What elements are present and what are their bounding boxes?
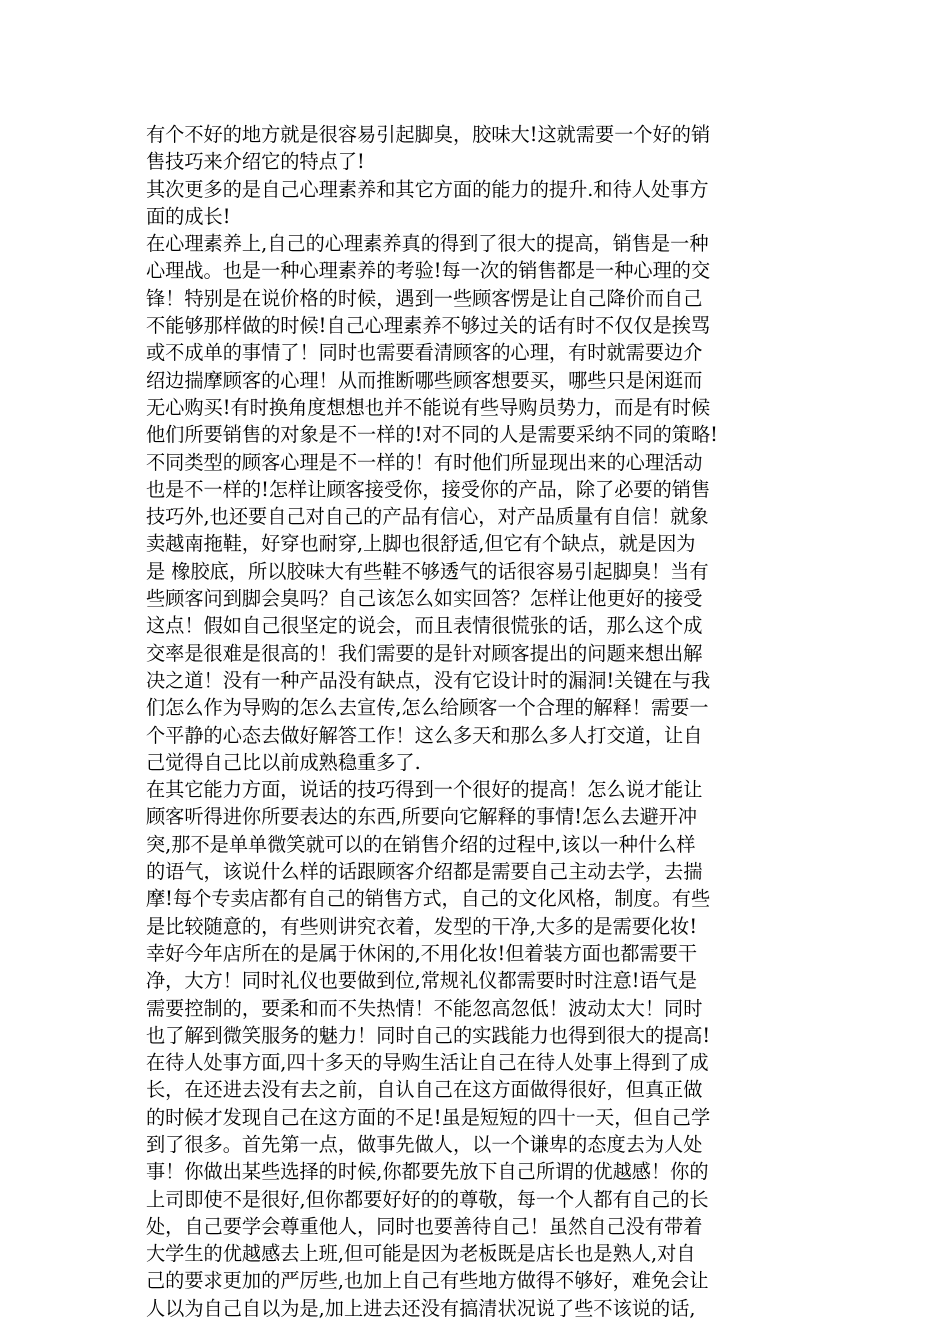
text-line: 售技巧来介绍它的特点了! [146,150,365,174]
text-line: 不能够那样做的时候!自己心理素养不够过关的话有时不仅仅是挨骂 [146,314,711,338]
text-line: 的语气，该说什么样的话跟顾客介绍都是需要自己主动去学，去揣 [146,860,703,884]
text-line: 们怎么作为导购的怎么去宣传,怎么给顾客一个合理的解释！需要一 [146,696,709,720]
text-line: 幸好今年店所在的是属于休闲的,不用化妆!但着装方面也都需要干 [146,941,698,965]
text-line: 或不成单的事情了！同时也需要看清顾客的心理，有时就需要边介 [146,341,703,365]
text-line: 事！你做出某些选择的时候,你都要先放下自己所谓的优越感！你的 [146,1160,709,1184]
text-line: 也了解到微笑服务的魅力！同时自己的实践能力也得到很大的提高! [146,1023,711,1047]
text-line: 个平静的心态去做好解答工作！这么多天和那么多人打交道，让自 [146,723,703,747]
text-line: 人以为自己自以为是,加上进去还没有搞清状况说了些不该说的话, [146,1296,696,1320]
text-line: 技巧外,也还要自己对自己的产品有信心，对产品质量有自信！就象 [146,505,709,529]
text-line: 在待人处事方面,四十多天的导购生活让自己在待人处事上得到了成 [146,1051,709,1075]
text-line: 在心理素养上,自己的心理素养真的得到了很大的提高，销售是一种 [146,232,709,256]
text-line: 他们所要销售的对象是不一样的!对不同的人是需要采纳不同的策略! [146,423,718,447]
text-line: 大学生的优越感去上班,但可能是因为老板既是店长也是熟人,对自 [146,1242,696,1266]
text-line: 面的成长! [146,204,231,228]
text-line: 净，大方！同时礼仪也要做到位,常规礼仪都需要时时注意!语气是 [146,969,698,993]
text-line: 需要控制的，要柔和而不失热情！不能忽高忽低！波动太大！同时 [146,996,703,1020]
text-line: 交率是很难是很高的！我们需要的是针对顾客提出的问题来想出解 [146,641,703,665]
text-line: 心理战。也是一种心理素养的考验!每一次的销售都是一种心理的交 [146,259,711,283]
body-text [146,121,826,1322]
text-line: 处，自己要学会尊重他人，同时也要善待自己！虽然自己没有带着 [146,1214,703,1238]
text-line: 不同类型的顾客心理是不一样的！有时他们所显现出来的心理活动 [146,450,703,474]
text-line: 顾客听得进你所要表达的东西,所要向它解释的事情!怎么去避开冲 [146,805,698,829]
text-line: 己的要求更加的严厉些,也加上自己有些地方做得不够好，难免会让 [146,1269,709,1293]
text-line: 些顾客问到脚会臭吗？自己该怎么如实回答？怎样让他更好的接受 [146,587,703,611]
text-line: 无心购买!有时换角度想想也并不能说有些导购员势力，而是有时候 [146,395,711,419]
text-line: 其次更多的是自己心理素养和其它方面的能力的提升.和待人处事方 [146,177,709,201]
text-line: 这点！假如自己很坚定的说会，而且表情很慌张的话，那么这个成 [146,614,703,638]
text-line: 在其它能力方面，说话的技巧得到一个很好的提高！怎么说才能让 [146,778,703,802]
text-line: 是比较随意的，有些则讲究衣着，发型的干净,大多的是需要化妆! [146,914,698,938]
text-line: 锋！特别是在说价格的时候，遇到一些顾客愣是让自己降价而自己 [146,286,703,310]
text-line: 是 橡胶底，所以胶味大有些鞋不够透气的话很容易引起脚臭！当有 [146,559,709,583]
text-line: 己觉得自己比以前成熟稳重多了. [146,750,421,774]
text-line: 绍边揣摩顾客的心理！从而推断哪些顾客想要买，哪些只是闲逛而 [146,368,703,392]
text-line: 摩!每个专卖店都有自己的销售方式，自己的文化风格，制度。有些 [146,887,711,911]
text-line: 卖越南拖鞋，好穿也耐穿,上脚也很舒适,但它有个缺点，就是因为 [146,532,696,556]
text-line: 决之道！没有一种产品没有缺点，没有它设计时的漏洞!关键在与我 [146,668,711,692]
text-line: 有个不好的地方就是很容易引起脚臭，胶味大!这就需要一个好的销 [146,123,711,146]
text-line: 到了很多。首先第一点，做事先做人，以一个谦卑的态度去为人处 [146,1132,703,1156]
text-line: 长，在还进去没有去之前，自认自己在这方面做得很好，但真正做 [146,1078,703,1102]
text-line: 也是不一样的!怎样让顾客接受你，接受你的产品，除了必要的销售 [146,477,711,501]
text-line: 上司即使不是很好,但你都要好好的的尊敬，每一个人都有自己的长 [146,1187,709,1211]
text-line: 突,那不是单单微笑就可以的在销售介绍的过程中,该以一种什么样 [146,832,696,856]
text-line: 的时候才发现自己在这方面的不足!虽是短短的四十一天，但自己学 [146,1105,711,1129]
